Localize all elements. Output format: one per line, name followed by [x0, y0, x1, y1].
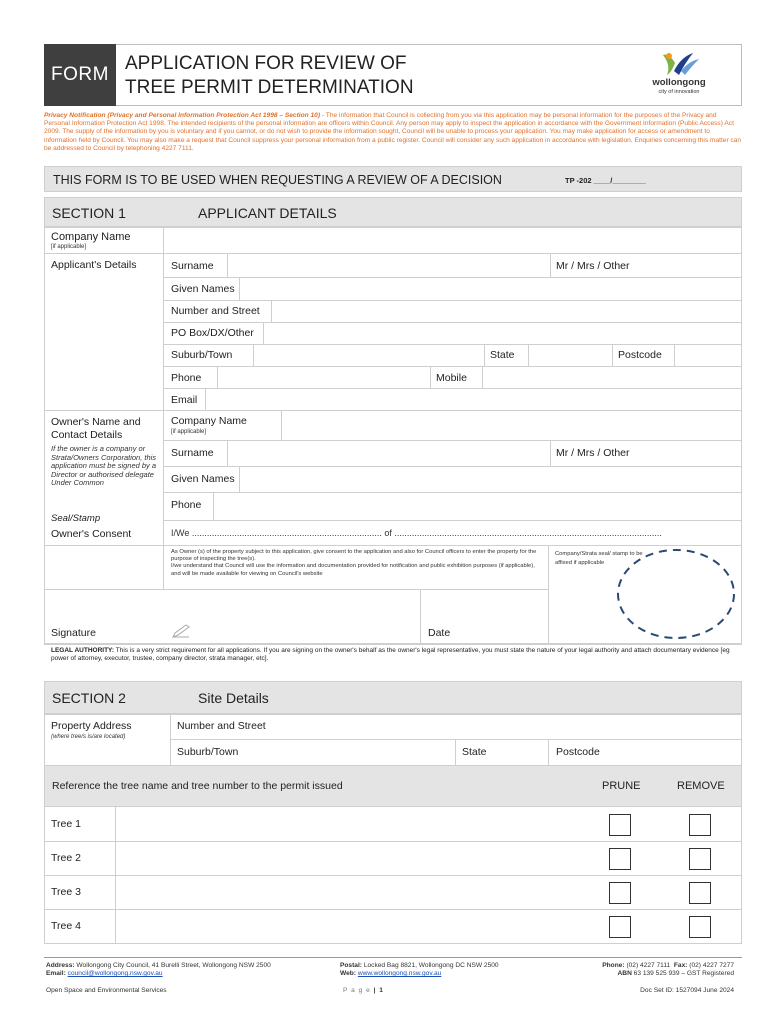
owner-phone-field[interactable]: [214, 493, 741, 519]
footer-web: Web: www.wollongong.nsw.gov.au: [340, 970, 442, 977]
page-title: [125, 52, 414, 100]
po-box-field[interactable]: [264, 323, 741, 343]
owners-name-label: Owner's Name and Contact Details: [51, 416, 141, 441]
number-street-field[interactable]: [272, 301, 741, 321]
tree-label: Tree 2: [51, 852, 81, 864]
owner-company-name-label: Company Name: [171, 415, 247, 427]
email-label: Email: [171, 394, 198, 406]
mobile-field[interactable]: [483, 367, 741, 387]
po-box-label: PO Box/DX/Other: [171, 327, 254, 339]
wollongong-logo: [641, 49, 717, 99]
tree-label: Tree 3: [51, 886, 81, 898]
logo-wordmark: wollongong: [652, 77, 706, 88]
site-number-street-field[interactable]: [290, 715, 741, 738]
title-block: [116, 44, 742, 106]
date-label: Date: [428, 627, 451, 639]
pen-icon: [172, 624, 190, 638]
owner-note: If the owner is a company or Strata/Owners Corporation, this application must be signed by a Director or authorised delegate Under Common: [51, 444, 157, 488]
tree-label: Tree 4: [51, 920, 81, 932]
tree-2-field[interactable]: [116, 842, 586, 874]
site-suburb-label: Suburb/Town: [177, 746, 239, 758]
privacy-body: - The information that Council is collecting from you via this application may be personal information for the purposes of the Privacy and Personal Information Protection Act 1998. The intended recipients of the personal information are officers within Council. Any person may apply to inspect the application in accordance with the Government Information (Public Access) Act 2009. The supply of the information by you is voluntary and if you cannot, or do not wish to provide the information sought, Council will be unable to process your application. You may make application for access or amendment to information held by Council. You may also make a request that Council suppress your personal information from a public register. Council will consider any such application in accordance with legislation. Enquiries concerning this matter can be addressed to Council by telephoning 4227 7111.: [44, 112, 742, 152]
web-link[interactable]: www.wollongong.nsw.gov.au: [357, 970, 442, 977]
footer-postal: Postal: Locked Bag 8821, Wollongong DC NSW 2500: [340, 962, 499, 969]
title-line-2: TREE PERMIT DETERMINATION: [125, 77, 414, 98]
section2-number: SECTION 2: [52, 690, 126, 706]
reference-text: Reference the tree name and tree number to the permit issued: [52, 780, 343, 792]
company-if-applicable: [if applicable]: [51, 244, 87, 250]
signature-label: Signature: [51, 627, 96, 639]
permit-reference: TP -202 ____/________: [565, 176, 646, 185]
tree-4-remove-checkbox[interactable]: [689, 916, 711, 938]
consent-iwe-line[interactable]: I/We ............................................................................ of ...........................................................................................................: [171, 528, 662, 538]
footer-department: Open Space and Environmental Services: [46, 987, 167, 994]
purpose-text: THIS FORM IS TO BE USED WHEN REQUESTING A REVIEW OF A DECISION: [53, 173, 502, 187]
footer-address: Address: Wollongong City Council, 41 Burelli Street, Wollongong NSW 2500: [46, 962, 271, 969]
tree-3-field[interactable]: [116, 876, 586, 908]
suburb-field[interactable]: [254, 345, 483, 365]
doc-set-id: Doc Set ID: 1527094 June 2024: [640, 987, 734, 994]
purpose-bar: [44, 166, 742, 192]
surname-field[interactable]: [228, 254, 549, 276]
email-link[interactable]: council@wollongong.nsw.gov.au: [67, 970, 163, 977]
seal-note: Company/Strata seal/ stamp to be affixed if applicable: [555, 551, 643, 566]
tree-reference-bar: [44, 765, 742, 807]
section2-header: [44, 681, 742, 714]
given-names-field[interactable]: [240, 278, 741, 299]
property-note: (where tree/s is/are located): [51, 734, 126, 740]
legal-heading: LEGAL AUTHORITY:: [51, 647, 115, 654]
logo-mark-icon: [641, 49, 717, 79]
date-field[interactable]: [421, 590, 547, 643]
tree-4-prune-checkbox[interactable]: [609, 916, 631, 938]
state-label: State: [490, 349, 515, 361]
tree-1-field[interactable]: [116, 808, 586, 840]
privacy-notice: [44, 112, 742, 153]
tree-3-prune-checkbox[interactable]: [609, 882, 631, 904]
owner-surname-label: Surname: [171, 447, 214, 459]
postcode-field[interactable]: [675, 345, 741, 365]
site-state-label: State: [462, 746, 487, 758]
consent-text-2: I/we understand that Council will use the information and documentation provided for notification and public exhibition purposes (if applicable), and will be made available for viewing on Council's website: [171, 563, 535, 577]
owner-if-applicable: [if applicable]: [171, 429, 207, 435]
surname-label: Surname: [171, 260, 214, 272]
tree-label: Tree 1: [51, 818, 81, 830]
tree-1-remove-checkbox[interactable]: [689, 814, 711, 836]
email-field[interactable]: [206, 389, 741, 409]
consent-text-1: As Owner (s) of the property subject to this application, give consent to the application and also for Council officers to enter the property for the purpose of inspecting the tree(s).: [171, 549, 537, 563]
owner-phone-label: Phone: [171, 499, 202, 511]
property-address-label: Property Address: [51, 720, 132, 732]
owner-surname-field[interactable]: [228, 441, 549, 465]
site-postcode-field[interactable]: [612, 740, 741, 764]
logo-tagline: city of innovation: [658, 89, 700, 95]
title-options[interactable]: Mr / Mrs / Other: [556, 260, 630, 272]
title-line-1: APPLICATION FOR REVIEW OF: [125, 53, 407, 74]
phone-field[interactable]: [218, 367, 429, 387]
company-name-label: Company Name: [51, 231, 131, 243]
form-label: FORM: [51, 64, 109, 85]
owner-given-names-label: Given Names: [171, 473, 235, 485]
tree-2-remove-checkbox[interactable]: [689, 848, 711, 870]
suburb-label: Suburb/Town: [171, 349, 233, 361]
section1-number: SECTION 1: [52, 205, 126, 221]
owner-title-options[interactable]: Mr / Mrs / Other: [556, 447, 630, 459]
site-number-street-label: Number and Street: [177, 720, 266, 732]
site-suburb-field[interactable]: [255, 740, 454, 764]
number-street-label: Number and Street: [171, 305, 260, 317]
section1-header: [44, 197, 742, 227]
tree-1-prune-checkbox[interactable]: [609, 814, 631, 836]
section2-title: Site Details: [198, 690, 269, 706]
postcode-label: Postcode: [618, 349, 662, 361]
seal-circle-icon: [615, 546, 737, 642]
phone-label: Phone: [171, 372, 202, 384]
owners-consent-label: Owner's Consent: [51, 528, 132, 540]
privacy-heading: Privacy Notification (Privacy and Personal Information Protection Act 1998 – Section 10): [44, 112, 321, 119]
legal-text: This is a very strict requirement for all applications. If you are signing on the owner's behalf as the owner's legal representative, you must state the nature of your legal authority and attach documentary evidence [eg power of attorney, executor, trustee, company director, strata manager, etc].: [51, 647, 730, 663]
tree-4-field[interactable]: [116, 910, 586, 943]
seal-stamp-label: Seal/Stamp: [51, 513, 101, 524]
footer-abn: ABN 63 139 525 939 – GST Registered: [617, 970, 734, 977]
tree-3-remove-checkbox[interactable]: [689, 882, 711, 904]
page-number: P a g e | 1: [343, 987, 384, 994]
applicants-details-label: Applicant's Details: [51, 259, 137, 271]
mobile-label: Mobile: [436, 372, 467, 384]
consent-text: [171, 549, 543, 578]
legal-authority: [51, 647, 741, 664]
prune-header: PRUNE: [602, 780, 641, 792]
form-badge: [44, 44, 116, 106]
signature-field[interactable]: [164, 590, 419, 643]
given-names-label: Given Names: [171, 283, 235, 295]
footer-phone: Phone: (02) 4227 7111 Fax: (02) 4227 7277: [602, 962, 734, 969]
site-postcode-label: Postcode: [556, 746, 600, 758]
footer-email: Email: council@wollongong.nsw.gov.au: [46, 970, 163, 977]
tree-2-prune-checkbox[interactable]: [609, 848, 631, 870]
owner-given-names-field[interactable]: [240, 467, 741, 491]
state-field[interactable]: [529, 345, 611, 365]
section1-title: APPLICANT DETAILS: [198, 205, 337, 221]
remove-header: REMOVE: [677, 780, 725, 792]
owner-company-field[interactable]: [282, 411, 741, 439]
